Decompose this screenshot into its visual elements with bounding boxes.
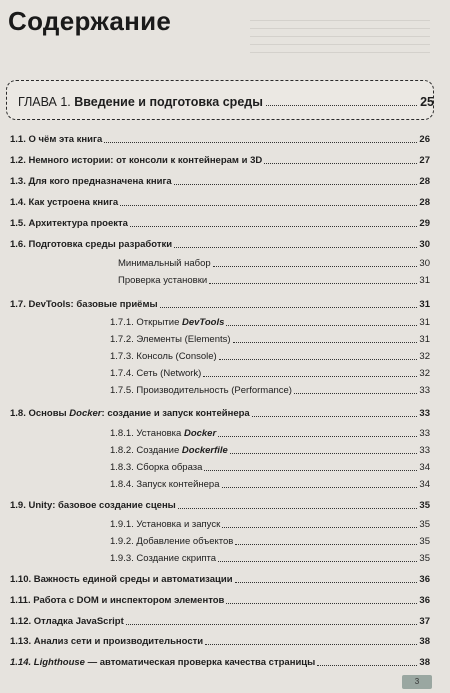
toc-entry-1-7-3[interactable]: 1.7.3. Консоль (Console) 32 [110, 351, 430, 362]
toc-entry-1-5[interactable]: 1.5. Архитектура проекта 29 [10, 218, 430, 229]
chapter-heading[interactable] [18, 91, 434, 109]
dot-leader [203, 376, 417, 377]
toc-entry-1-10[interactable]: 1.10. Важность единой среды и автоматизации 36 [10, 574, 430, 585]
toc-entry-1-8-2[interactable]: 1.8.2. Создание Dockerfile 33 [110, 445, 430, 456]
dot-leader [174, 184, 418, 185]
dot-leader [317, 665, 417, 666]
dot-leader [235, 582, 418, 583]
dot-leader [205, 644, 417, 645]
toc-entry-1-8[interactable]: 1.8. Основы Docker: создание и запуск контейнера 33 [10, 408, 430, 419]
toc-entry-1-9-1[interactable]: 1.9.1. Установка и запуск 35 [110, 519, 430, 530]
toc-entry-1-8-3[interactable]: 1.8.3. Сборка образа 34 [110, 462, 430, 473]
page-number-badge: 3 [402, 675, 432, 689]
chapter-page: 25 [420, 95, 434, 109]
dot-leader [104, 142, 417, 143]
toc-entry-1-7-1[interactable]: 1.7.1. Открытие DevTools 31 [110, 317, 430, 328]
chapter-title: Введение и подготовка среды [74, 95, 263, 109]
dot-leader [174, 247, 417, 248]
toc-entry-1-2[interactable]: 1.2. Немного истории: от консоли к контейнерам и 3D 27 [10, 155, 430, 166]
toc-entry-1-9[interactable]: 1.9. Unity: базовое создание сцены 35 [10, 500, 430, 511]
dot-leader [178, 508, 418, 509]
dot-leader [218, 436, 417, 437]
dot-leader [126, 624, 418, 625]
chapter-number: ГЛАВА 1. [18, 95, 71, 109]
toc-entry-1-6[interactable]: 1.6. Подготовка среды разработки 30 [10, 239, 430, 250]
toc-entry-1-1[interactable]: 1.1. О чём эта книга 26 [10, 134, 430, 145]
toc-entry-1-13[interactable]: 1.13. Анализ сети и производительности 38 [10, 636, 430, 647]
toc-entry-1-12[interactable]: 1.12. Отладка JavaScript 37 [10, 616, 430, 627]
dot-leader [222, 487, 418, 488]
dot-leader [226, 325, 417, 326]
toc-entry-1-8-1[interactable]: 1.8.1. Установка Docker 33 [110, 428, 430, 439]
dot-leader [218, 561, 417, 562]
toc-entry-1-7-5[interactable]: 1.7.5. Производительность (Performance) 33 [110, 385, 430, 396]
bleed-through-text [250, 20, 430, 60]
dot-leader [226, 603, 417, 604]
toc-entry-1-7-4[interactable]: 1.7.4. Сеть (Network) 32 [110, 368, 430, 379]
dot-leader [230, 453, 418, 454]
dot-leader [213, 266, 418, 267]
toc-entry-min-set[interactable]: Минимальный набор 30 [118, 258, 430, 269]
dot-leader [120, 205, 417, 206]
toc-entry-1-8-4[interactable]: 1.8.4. Запуск контейнера 34 [110, 479, 430, 490]
dot-leader [264, 163, 417, 164]
dot-leader [235, 544, 417, 545]
toc-entry-1-11[interactable]: 1.11. Работа с DOM и инспектором элементов 36 [10, 595, 430, 606]
toc-entry-1-14[interactable]: 1.14. Lighthouse — автоматическая проверка качества страницы 38 [10, 657, 430, 668]
dot-leader [219, 359, 418, 360]
dot-leader [160, 307, 418, 308]
dot-leader [233, 342, 418, 343]
toc-entry-1-3[interactable]: 1.3. Для кого предназначена книга 28 [10, 176, 430, 187]
toc-entry-1-9-2[interactable]: 1.9.2. Добавление объектов 35 [110, 536, 430, 547]
dot-leader [294, 393, 417, 394]
dot-leader [222, 527, 417, 528]
toc-entry-1-7-2[interactable]: 1.7.2. Элементы (Elements) 31 [110, 334, 430, 345]
dot-leader [266, 105, 417, 106]
toc-entry-1-7[interactable]: 1.7. DevTools: базовые приёмы 31 [10, 299, 430, 310]
dot-leader [204, 470, 417, 471]
page-title: Содержание [8, 6, 172, 36]
toc-entry-1-4[interactable]: 1.4. Как устроена книга 28 [10, 197, 430, 208]
toc-entry-1-9-3[interactable]: 1.9.3. Создание скрипта 35 [110, 553, 430, 564]
dot-leader [130, 226, 417, 227]
dot-leader [252, 416, 418, 417]
dot-leader [209, 283, 417, 284]
toc-entry-check-install[interactable]: Проверка установки 31 [118, 275, 430, 286]
